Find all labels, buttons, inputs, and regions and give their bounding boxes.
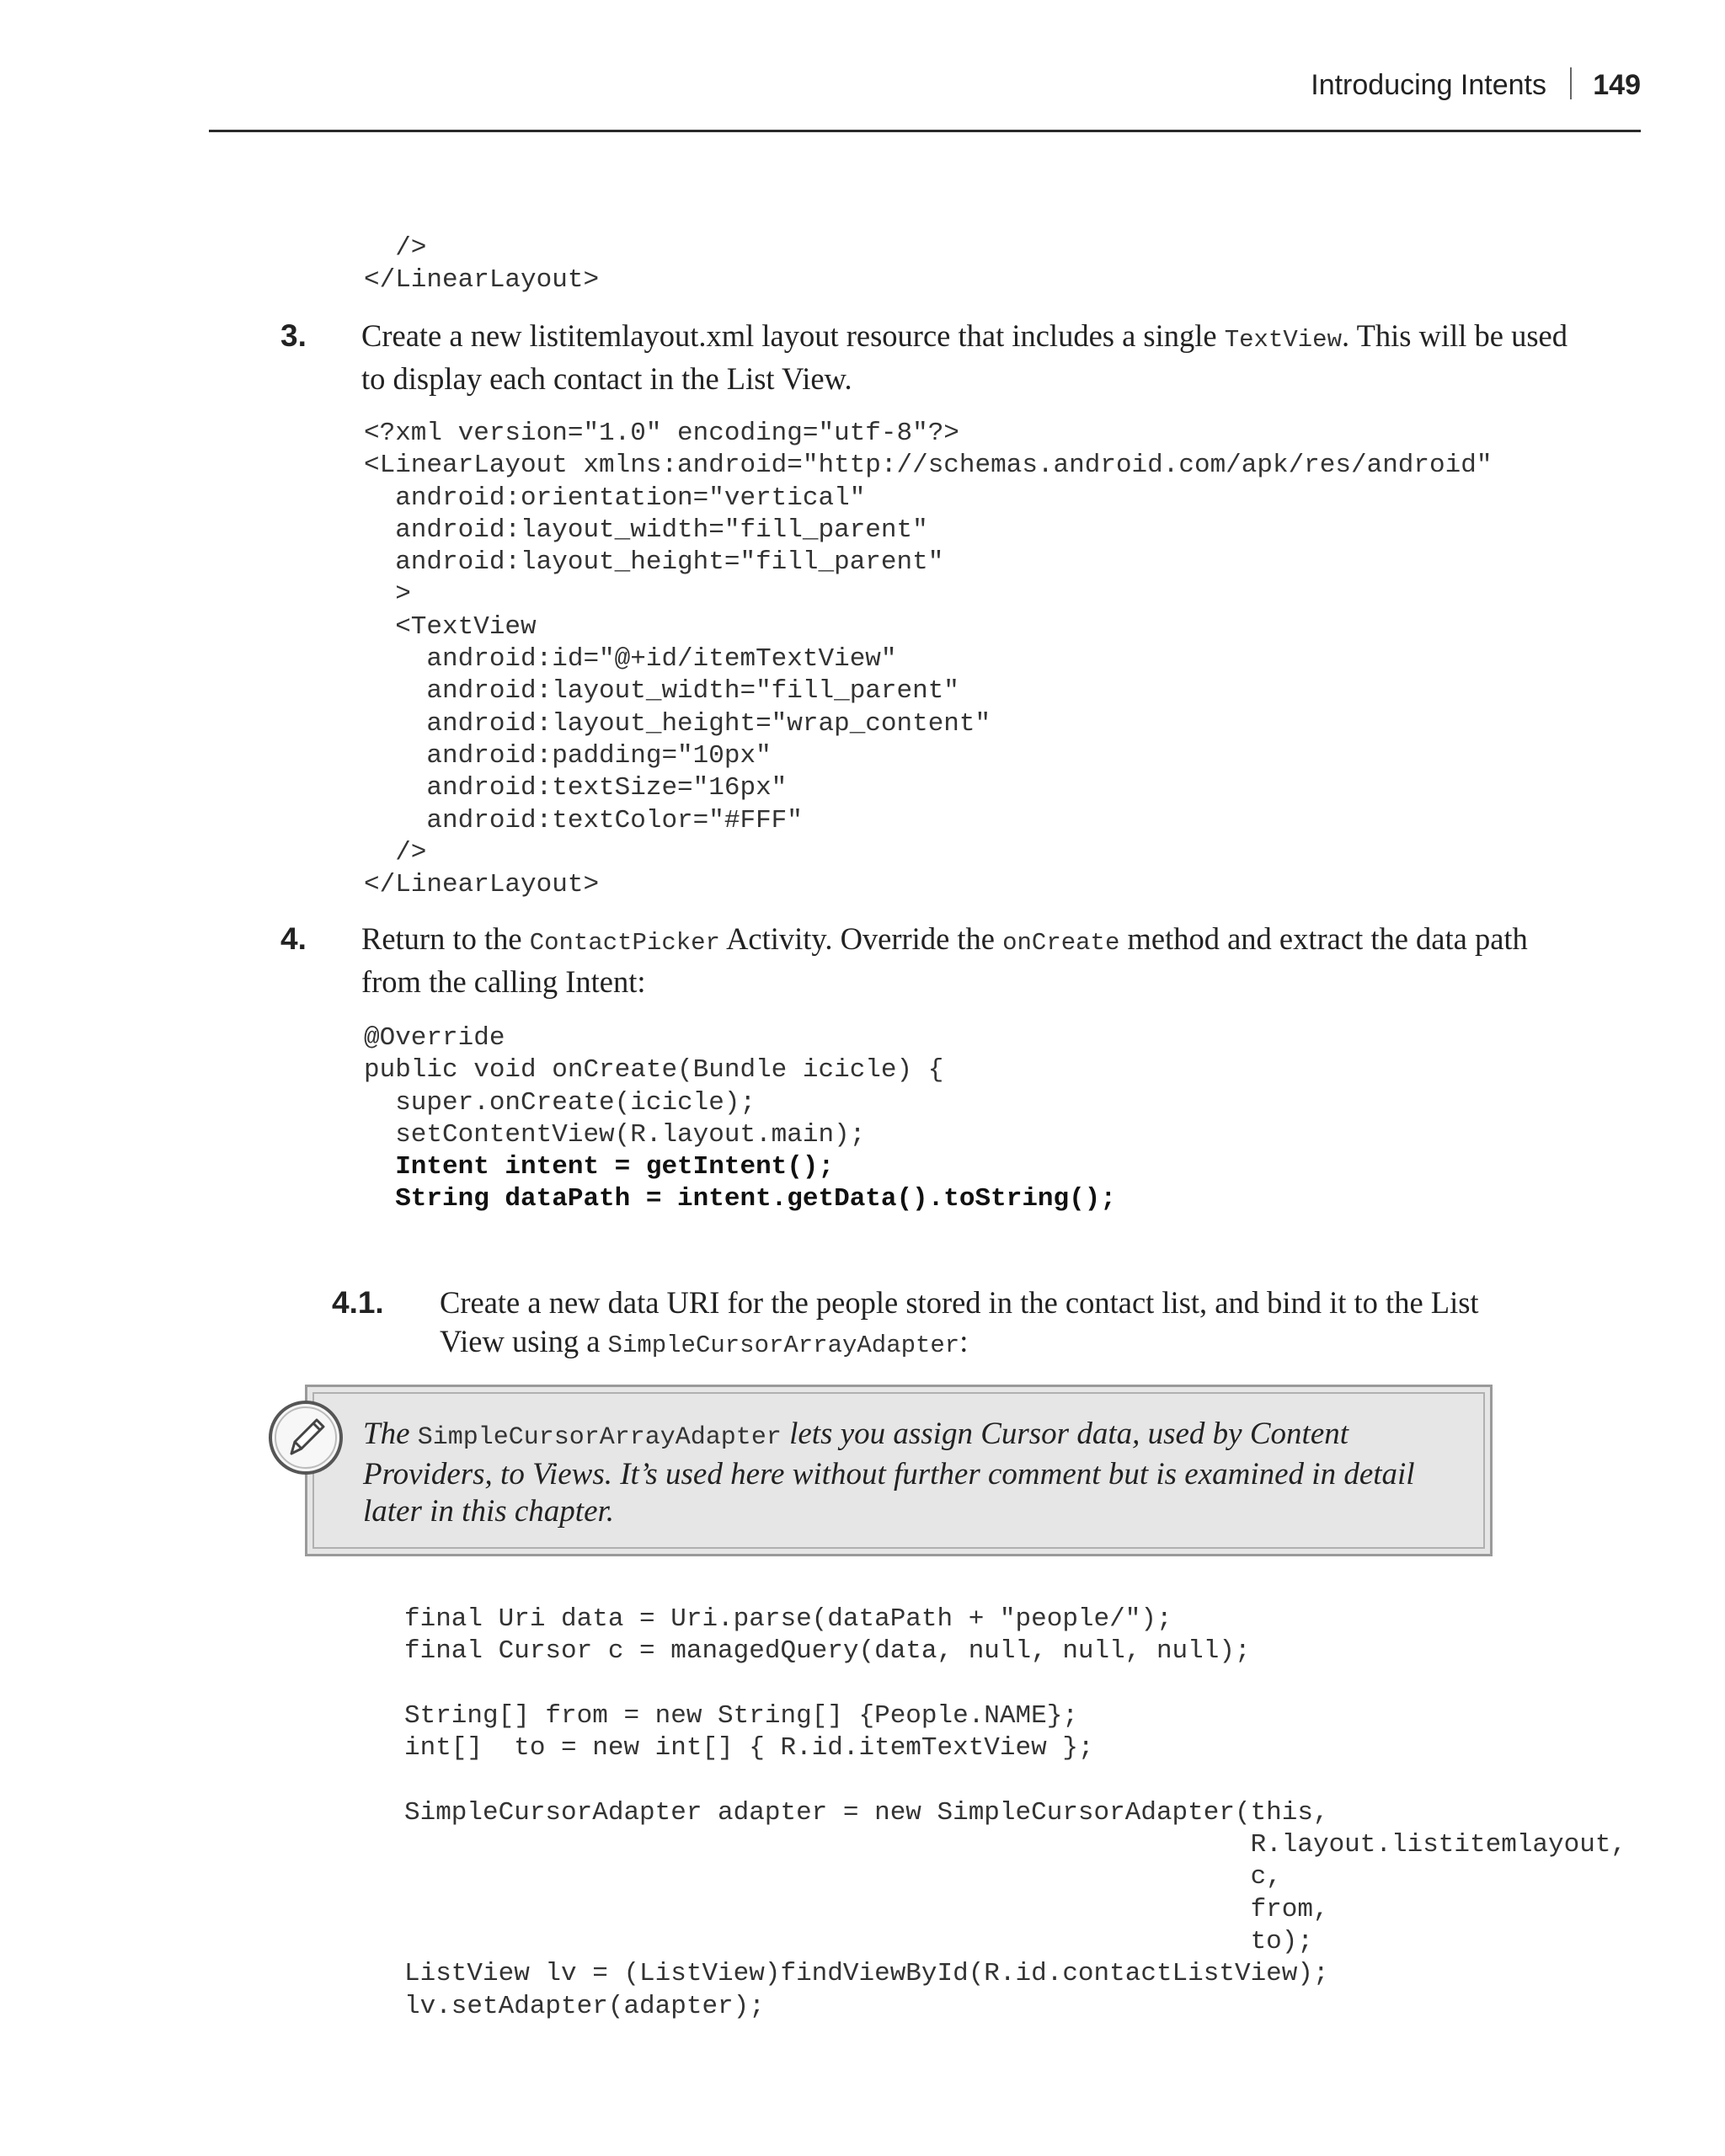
inline-code: TextView [1224, 326, 1342, 354]
step-text: Return to the ContactPicker Activity. Override the onCreate method and extract the data path from the calling Intent: [361, 921, 1528, 999]
code-block-listitemlayout: <?xml version="1.0" encoding="utf-8"?> <LinearLayout xmlns:android="http://schemas.android.com/apk/res/android" android:orientation="vertical" android:layout_width="fill_parent" android:layout_height="fill_parent" > <TextView android:id="@+id/itemTextView" android:layout_width="fill_parent" android:layout_height="wrap_content" android:padding="10px" android:textSize="16px" android:textColor="#FFF" /> </LinearLayout> [364, 419, 1493, 900]
header-separator [1570, 67, 1572, 99]
step-number: 4. [280, 921, 307, 956]
code-block-closing-layout: /> </LinearLayout> [364, 233, 600, 296]
step-number: 3. [280, 318, 307, 353]
note-callout [305, 1385, 1493, 1556]
step-text: Create a new data URI for the people stored in the contact list, and bind it to the List View using a SimpleCursorArrayAdapter: [440, 1285, 1479, 1359]
page-header [209, 64, 1641, 132]
note-text: The SimpleCursorArrayAdapter lets you assign Cursor data, used by Content Providers, to Views. It’s used here without further comment but is examined in detail later in this chapter. [363, 1417, 1415, 1529]
inline-code: SimpleCursorArrayAdapter [607, 1331, 960, 1359]
running-head-title: Introducing Intents [1311, 69, 1546, 101]
step-number: 4.1. [332, 1285, 384, 1320]
inline-code: ContactPicker [529, 929, 720, 957]
inline-code: SimpleCursorArrayAdapter [417, 1423, 782, 1452]
step-text: Create a new listitemlayout.xml layout resource that includes a single TextView. This will be used to display each contact in the List View. [361, 318, 1567, 396]
page-number: 149 [1593, 69, 1641, 101]
code-oncreate-plain: @Override public void onCreate(Bundle icicle) { super.onCreate(icicle); setContentView(R.layout.main); [364, 1023, 944, 1150]
code-block-oncreate [364, 1022, 1116, 1216]
pencil-note-icon [266, 1398, 345, 1477]
code-oncreate-bold: Intent intent = getIntent(); String dataPath = intent.getData().toString(); [395, 1152, 1116, 1214]
inline-code: onCreate [1002, 929, 1120, 957]
code-block-cursor-adapter: final Uri data = Uri.parse(dataPath + "people/"); final Cursor c = managedQuery(data, null, null, null); String[] from = new String[] {People.NAME}; int[] to = new int[] { R.id.itemTextView }; SimpleCursorAdapter adapter = new SimpleCursorAdapter(this, R.layout.listitemlayout, c, from, to); ListView lv = (ListView)findViewById(R.id.contactListView); lv.setAdapter(adapter); [404, 1604, 1627, 2021]
